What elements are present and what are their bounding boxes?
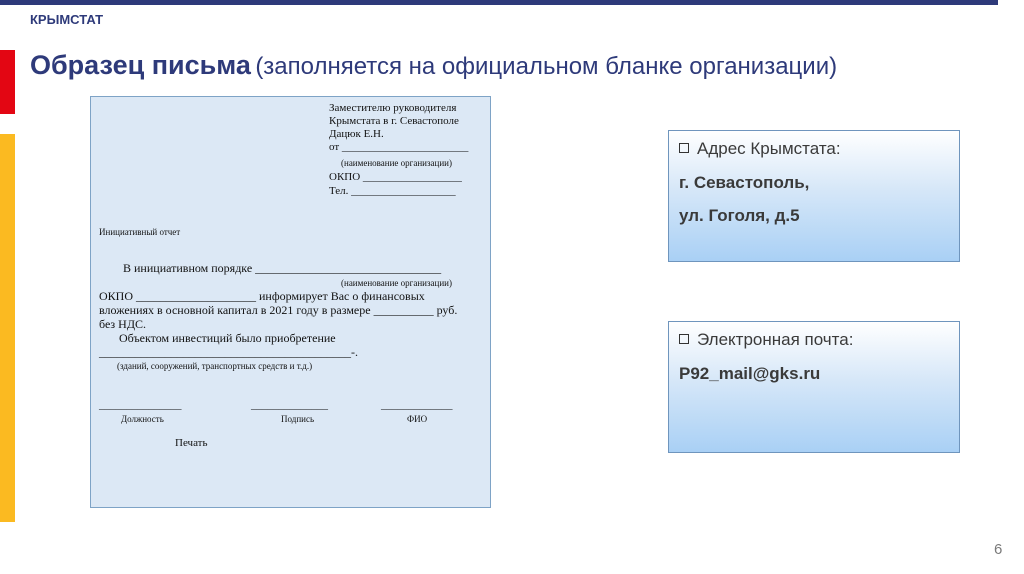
signature-line: _______________ <box>99 399 182 411</box>
address-city: г. Севастополь, <box>679 173 810 192</box>
report-title: Инициативный отчет <box>99 227 181 237</box>
org-hint: (наименование организации) <box>341 278 452 288</box>
title-main: Образец письма <box>30 50 251 80</box>
addressee-line: Дацюк Е.Н. <box>329 128 384 140</box>
email-box <box>668 321 960 453</box>
body-line: вложениях в основной капитал в 2021 году в размере __________ руб. <box>99 303 458 317</box>
email-address: P92_mail@gks.ru <box>679 364 821 383</box>
checkbox-bullet-icon <box>679 143 689 153</box>
address-street: ул. Гоголя, д.5 <box>679 206 800 225</box>
address-label-row <box>679 139 841 159</box>
signature-label: ФИО <box>407 414 428 424</box>
title-subtitle: (заполняется на официальном бланке организации) <box>255 53 838 80</box>
signature-line: ______________ <box>251 399 328 411</box>
body-line: ОКПО ____________________ информирует Вас о финансовых <box>99 289 425 303</box>
body-line: без НДС. <box>99 317 147 331</box>
stamp-label: Печать <box>175 437 208 449</box>
checkbox-bullet-icon <box>679 334 689 344</box>
addressee-line: Крымстата в г. Севастополе <box>329 115 459 127</box>
page-title <box>30 50 837 81</box>
email-label-row <box>679 330 853 350</box>
address-box <box>668 130 960 262</box>
signature-label: Подпись <box>281 414 315 424</box>
body-line: В инициативном порядке _______________________________ <box>123 261 442 275</box>
brand-label: КРЫМСТАТ <box>30 12 104 27</box>
accent-bar-yellow <box>0 134 15 522</box>
signature-label: Должность <box>121 414 164 424</box>
addressee-line: Заместителю руководителя <box>329 102 457 114</box>
page-number: 6 <box>994 541 1003 558</box>
phone-line: Тел. ___________________ <box>329 185 456 197</box>
body-line: Объектом инвестиций было приобретение <box>119 331 336 345</box>
org-hint: (наименование организации) <box>341 158 452 168</box>
okpo-line: ОКПО __________________ <box>329 171 462 183</box>
addressee-line: от _______________________ <box>329 141 469 153</box>
letter-sample <box>90 96 491 508</box>
signature-line: _____________ <box>381 399 453 411</box>
accent-bar-red <box>0 50 15 114</box>
top-bar <box>0 0 998 5</box>
objects-hint: (зданий, сооружений, транспортных средств и т.д.) <box>117 361 313 371</box>
email-label: Электронная почта: <box>697 330 854 349</box>
body-line: __________________________________________-. <box>99 345 358 359</box>
address-label: Адрес Крымстата: <box>697 139 841 158</box>
